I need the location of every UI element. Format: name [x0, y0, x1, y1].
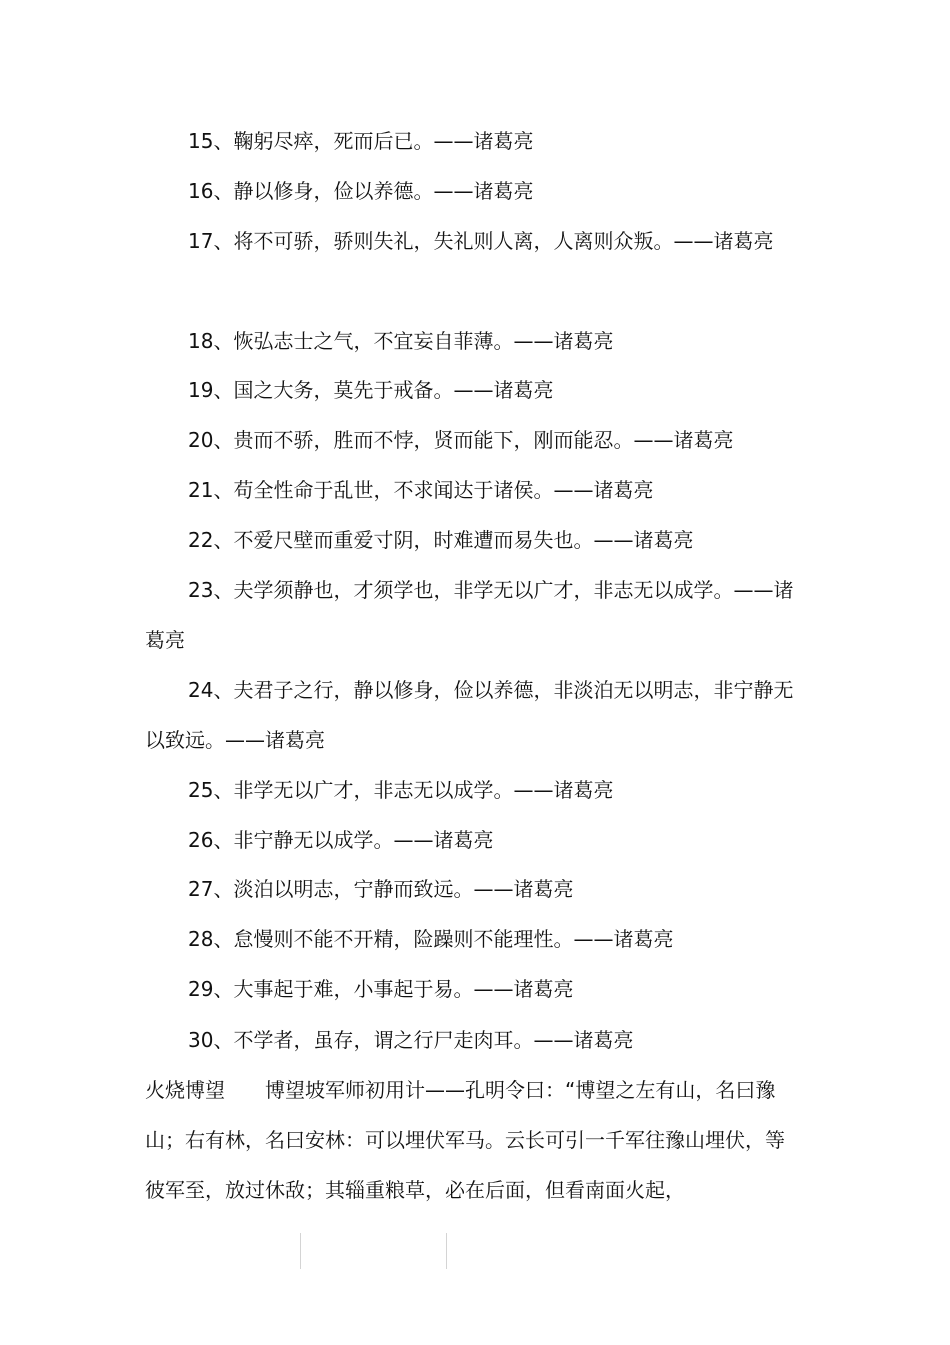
- quote-item: 21、苟全性命于乱世，不求闻达于诸侯。——诸葛亮: [188, 478, 654, 502]
- quote-item: 15、鞠躬尽瘁，死而后已。——诸葛亮: [188, 129, 534, 153]
- story-body: 博望坡军师初用计——孔明令曰：“博望之左有山，名曰豫山；右有林，名曰安林：可以埋伏军马。云长可引一千军往豫山埋伏，等彼军至，放过休敌；其辎重粮草，必在后面，但看南面火起，: [145, 1078, 785, 1202]
- quote-item: 26、非宁静无以成学。——诸葛亮: [188, 828, 494, 852]
- quote-item: 16、静以修身，俭以养德。——诸葛亮: [188, 179, 534, 203]
- quote-item: 28、怠慢则不能不开精，险躁则不能理性。——诸葛亮: [188, 927, 674, 951]
- quote-item: 20、贵而不骄，胜而不悖，贤而能下，刚而能忍。——诸葛亮: [188, 428, 734, 452]
- quote-item: 29、大事起于难，小事起于易。——诸葛亮: [188, 977, 574, 1001]
- quote-item: 25、非学无以广才，非志无以成学。——诸葛亮: [188, 778, 614, 802]
- quote-item: 19、国之大务，莫先于戒备。——诸葛亮: [188, 378, 554, 402]
- quote-item: 22、不爱尺壁而重爱寸阴，时难遭而易失也。——诸葛亮: [188, 528, 694, 552]
- quote-item: 17、将不可骄，骄则失礼，失礼则人离，人离则众叛。——诸葛亮: [188, 229, 774, 253]
- quote-item: 24、夫君子之行，静以修身，俭以养德，非淡泊无以明志，非宁静无以致远。——诸葛亮: [145, 678, 794, 752]
- quote-item: 18、恢弘志士之气，不宜妄自菲薄。——诸葛亮: [188, 329, 614, 353]
- quote-item: 30、不学者，虽存，谓之行尸走肉耳。——诸葛亮: [188, 1028, 634, 1052]
- story-title: 火烧博望: [145, 1078, 225, 1102]
- page-divider-right: [446, 1233, 447, 1269]
- quote-item: 27、淡泊以明志，宁静而致远。——诸葛亮: [188, 877, 574, 901]
- story-paragraph: [145, 1065, 800, 1215]
- page-divider-left: [300, 1233, 301, 1269]
- quote-item: 23、夫学须静也，才须学也，非学无以广才，非志无以成学。——诸葛亮: [145, 578, 794, 652]
